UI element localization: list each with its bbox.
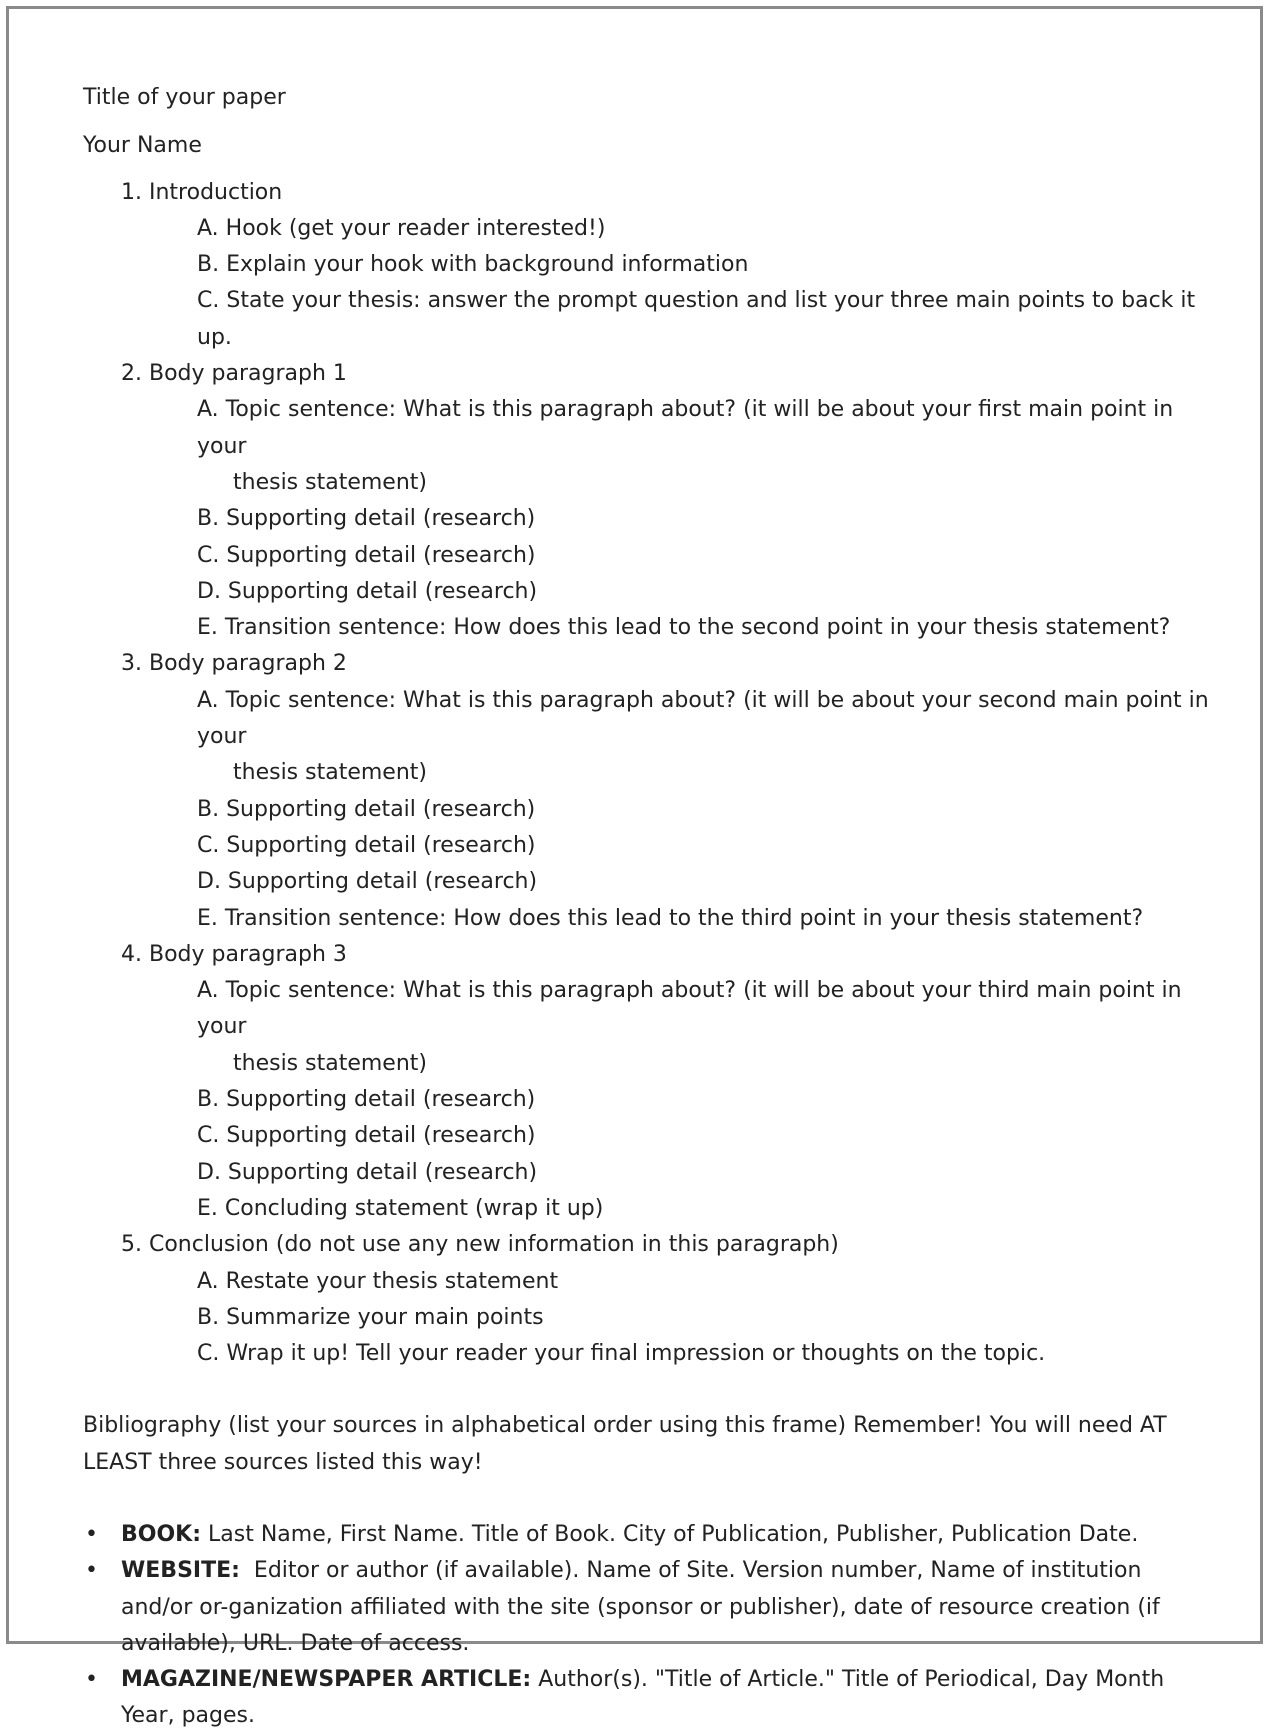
- outline-section-label: 1. Introduction: [121, 179, 283, 205]
- outline-subitem: [121, 973, 1213, 1082]
- outline-section: [83, 356, 1213, 646]
- outline-section-label: 4. Body paragraph 3: [121, 941, 347, 967]
- outline-subitem-text: C. Supporting detail (research): [197, 542, 536, 568]
- outline-section: [83, 1227, 1213, 1372]
- outline-subitem: [121, 683, 1213, 792]
- outline-section: [83, 175, 1213, 356]
- outline-subitem: [121, 1155, 1213, 1191]
- bullet-icon: •: [85, 1558, 98, 1584]
- outline-subitem-text: A. Topic sentence: What is this paragraph about? (it will be about your third main point in your: [197, 978, 1182, 1040]
- outline-subitem-continuation: thesis statement): [233, 760, 427, 786]
- author-name: Your Name: [83, 133, 202, 159]
- outline-subitem-text: B. Supporting detail (research): [197, 506, 536, 532]
- outline-subitem-text: A. Restate your thesis statement: [197, 1268, 559, 1294]
- outline-section-label: 5. Conclusion (do not use any new information in this paragraph): [121, 1232, 839, 1258]
- outline-subitem-text: C. Supporting detail (research): [197, 832, 536, 858]
- outline-subitem: [121, 538, 1213, 574]
- outline-subitem-text: E. Concluding statement (wrap it up): [197, 1195, 604, 1221]
- outline-subitem-continuation: thesis statement): [233, 469, 427, 495]
- outline-subitems: [121, 392, 1213, 646]
- outline-subitem: [121, 1300, 1213, 1336]
- outline-subitem-text: A. Topic sentence: What is this paragraph about? (it will be about your first main point in your: [197, 397, 1174, 459]
- outline-section-label: 3. Body paragraph 2: [121, 651, 347, 677]
- outline-subitems: [121, 1264, 1213, 1373]
- bibliography-entry: [83, 1553, 1213, 1662]
- entry-type-label: WEBSITE:: [121, 1558, 240, 1584]
- bullet-icon: •: [85, 1521, 98, 1547]
- outline-subitem-text: A. Topic sentence: What is this paragraph about? (it will be about your second main point in your: [197, 687, 1209, 750]
- paper-title: Title of your paper: [83, 85, 286, 110]
- outline-subitem: [121, 283, 1213, 356]
- outline-subitem-text: A. Hook (get your reader interested!): [197, 215, 606, 241]
- entry-type-label: BOOK:: [121, 1521, 202, 1547]
- outline-subitem-text: E. Transition sentence: How does this lead to the third point in your thesis statement?: [197, 905, 1144, 931]
- outline-subitems: [121, 683, 1213, 937]
- outline-section: [83, 937, 1213, 1227]
- bullet-icon: •: [85, 1667, 98, 1693]
- outline-subitem-text: C. Supporting detail (research): [197, 1123, 536, 1149]
- outline-subitem-text: D. Supporting detail (research): [197, 578, 538, 604]
- bibliography-list: [83, 1517, 1213, 1735]
- essay-outline: [83, 175, 1213, 1373]
- entry-format-text: Last Name, First Name. Title of Book. City of Publication, Publisher, Publication Date.: [201, 1521, 1139, 1547]
- outline-subitem: [121, 1264, 1213, 1300]
- outline-subitem: [121, 247, 1213, 283]
- outline-section-label: 2. Body paragraph 1: [121, 361, 347, 387]
- outline-subitem-text: B. Supporting detail (research): [197, 1087, 536, 1113]
- entry-type-label: MAGAZINE/NEWSPAPER ARTICLE:: [121, 1667, 532, 1693]
- outline-subitem: [121, 1191, 1213, 1227]
- outline-subitem: [121, 392, 1213, 501]
- outline-subitem-continuation: thesis statement): [233, 1050, 427, 1076]
- outline-subitem-text: D. Supporting detail (research): [197, 1159, 538, 1185]
- spacer: [83, 1372, 1213, 1408]
- outline-subitem-text: B. Explain your hook with background information: [197, 252, 749, 278]
- outline-subitem-text: D. Supporting detail (research): [197, 869, 538, 895]
- outline-subitems: [121, 973, 1213, 1227]
- outline-subitem: [121, 501, 1213, 537]
- outline-subitem: [121, 1118, 1213, 1154]
- outline-subitem-text: C. Wrap it up! Tell your reader your final impression or thoughts on the topic.: [197, 1341, 1046, 1367]
- entry-format-text: Editor or author (if available). Name of Site. Version number, Name of institution and/or or-ganization affiliated with the site (sponsor or publisher), date of resource creation (if available), URL. Date of access.: [121, 1558, 1167, 1656]
- outline-subitem: [121, 828, 1213, 864]
- outline-subitem: [121, 1082, 1213, 1118]
- bibliography-intro: Bibliography (list your sources in alphabetical order using this frame) Remember! You will need AT LEAST three sources listed this way!: [83, 1413, 1167, 1475]
- entry-format-text: Author(s). "Title of Article." Title of Periodical, Day Month Year, pages.: [121, 1667, 1172, 1729]
- outline-subitems: [121, 211, 1213, 356]
- outline-subitem-text: B. Summarize your main points: [197, 1304, 544, 1330]
- bibliography-entry: [83, 1517, 1213, 1553]
- outline-subitem: [121, 1336, 1213, 1372]
- outline-subitem: [121, 792, 1213, 828]
- outline-subitem: [121, 864, 1213, 900]
- outline-subitem-text: B. Supporting detail (research): [197, 796, 536, 822]
- outline-subitem-text: C. State your thesis: answer the prompt question and list your three main points to back it up.: [197, 288, 1196, 350]
- bibliography-entry: [83, 1662, 1213, 1735]
- outline-section: [83, 646, 1213, 936]
- outline-subitem: [121, 610, 1213, 646]
- document-body: [83, 80, 1213, 1735]
- outline-subitem: [121, 574, 1213, 610]
- outline-subitem: [121, 901, 1213, 937]
- outline-subitem: [121, 211, 1213, 247]
- outline-subitem-text: E. Transition sentence: How does this lead to the second point in your thesis statement?: [197, 615, 1171, 641]
